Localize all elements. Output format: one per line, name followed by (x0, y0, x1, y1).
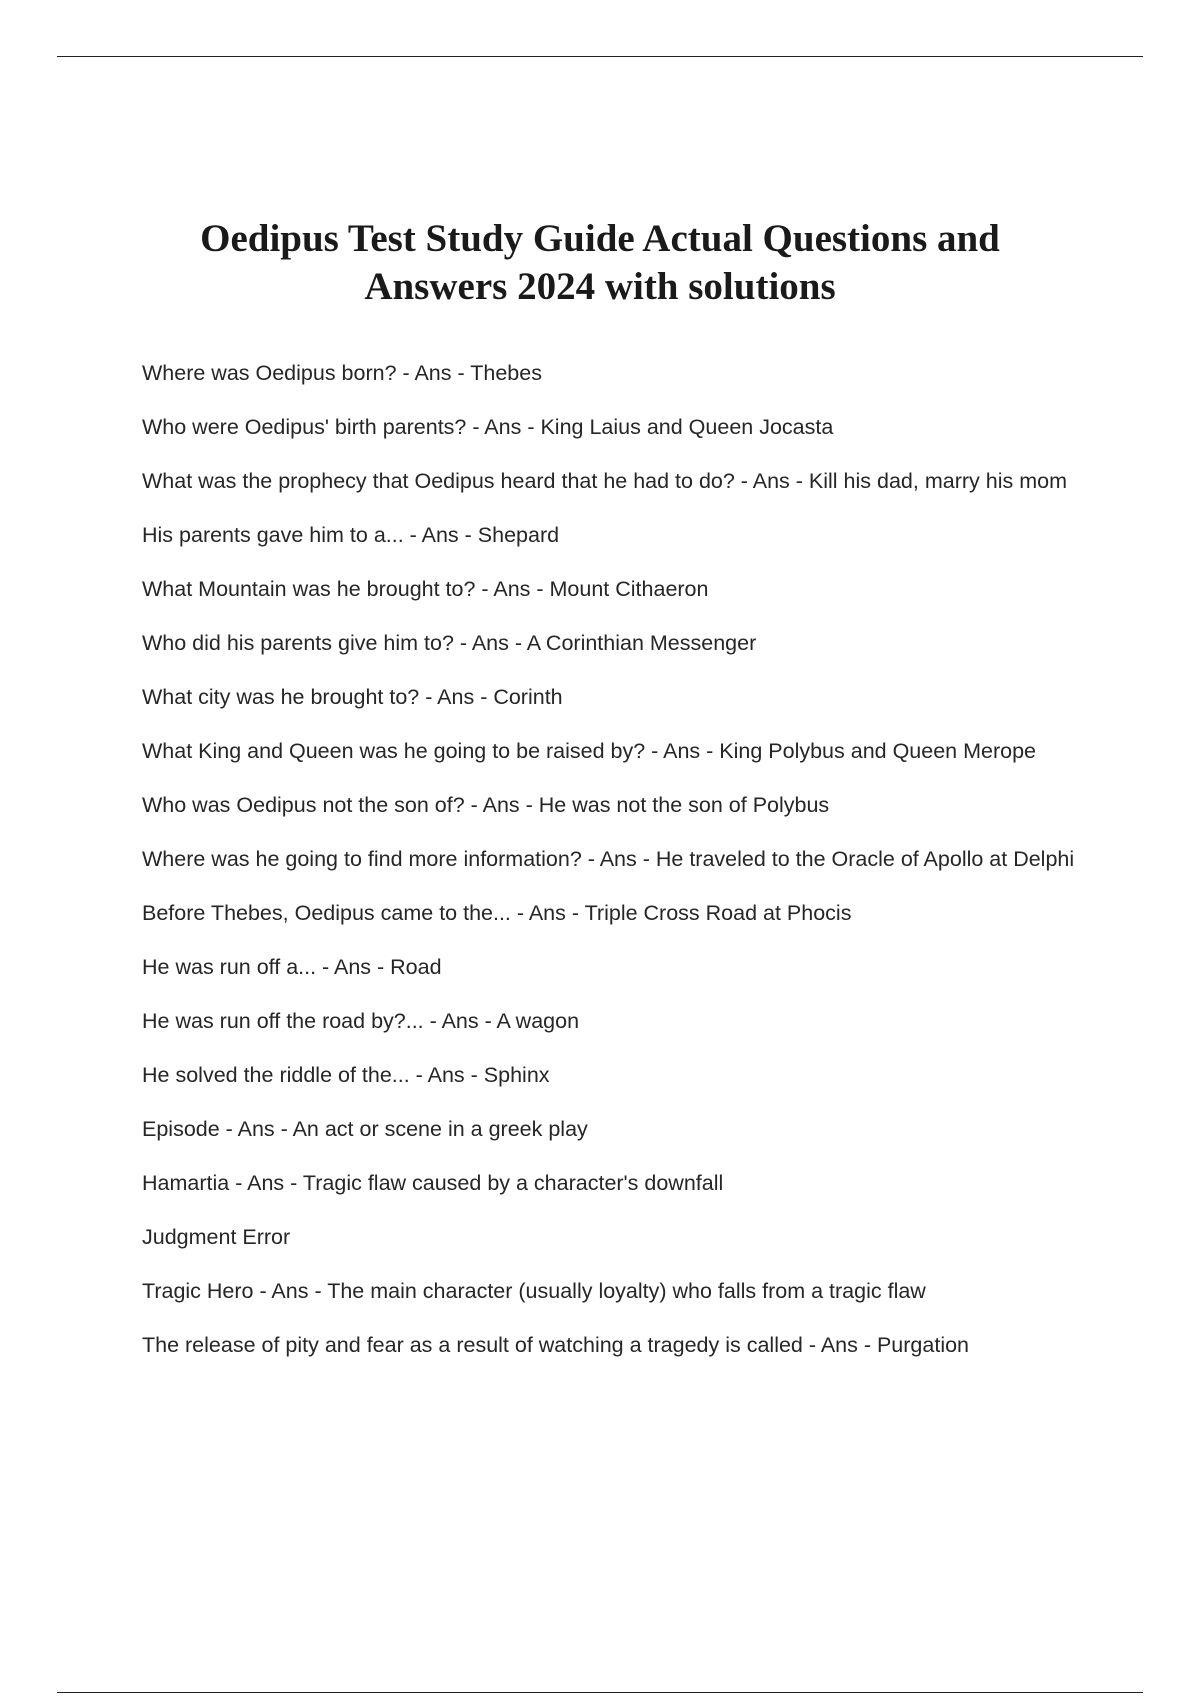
qa-item: Tragic Hero - Ans - The main character (usually loyalty) who falls from a tragic flaw (142, 1279, 926, 1303)
document-title-line-1: Oedipus Test Study Guide Actual Questions and (200, 217, 1000, 260)
qa-item: He was run off the road by?... - Ans - A wagon (142, 1009, 580, 1033)
qa-item: He solved the riddle of the... - Ans - Sphinx (142, 1063, 550, 1087)
footer-rule (57, 1692, 1143, 1693)
qa-item: He was run off a... - Ans - Road (142, 955, 442, 979)
qa-list (142, 360, 1077, 1386)
qa-item: What was the prophecy that Oedipus heard that he had to do? - Ans - Kill his dad, marry his mom (142, 469, 1067, 493)
qa-item: Where was he going to find more information? - Ans - He traveled to the Oracle of Apollo at Delphi (142, 847, 1075, 871)
qa-item: Who were Oedipus' birth parents? - Ans - King Laius and Queen Jocasta (142, 415, 834, 439)
header-rule (57, 56, 1143, 57)
qa-item: Judgment Error (142, 1225, 291, 1249)
qa-item: What city was he brought to? - Ans - Corinth (142, 685, 563, 709)
qa-item: Who was Oedipus not the son of? - Ans - He was not the son of Polybus (142, 793, 830, 817)
qa-item: What King and Queen was he going to be raised by? - Ans - King Polybus and Queen Merope (142, 739, 1037, 763)
qa-item: Hamartia - Ans - Tragic flaw caused by a character's downfall (142, 1171, 724, 1195)
qa-item: Who did his parents give him to? - Ans - A Corinthian Messenger (142, 631, 757, 655)
qa-item: His parents gave him to a... - Ans - Shepard (142, 523, 560, 547)
document-title-line-2: Answers 2024 with solutions (364, 265, 836, 308)
qa-item: Where was Oedipus born? - Ans - Thebes (142, 361, 542, 385)
qa-item: Before Thebes, Oedipus came to the... - Ans - Triple Cross Road at Phocis (142, 901, 852, 925)
qa-item: The release of pity and fear as a result of watching a tragedy is called - Ans - Purgation (142, 1333, 970, 1357)
qa-item: Episode - Ans - An act or scene in a greek play (142, 1117, 588, 1141)
qa-item: What Mountain was he brought to? - Ans - Mount Cithaeron (142, 577, 709, 601)
document-title (100, 215, 1100, 311)
